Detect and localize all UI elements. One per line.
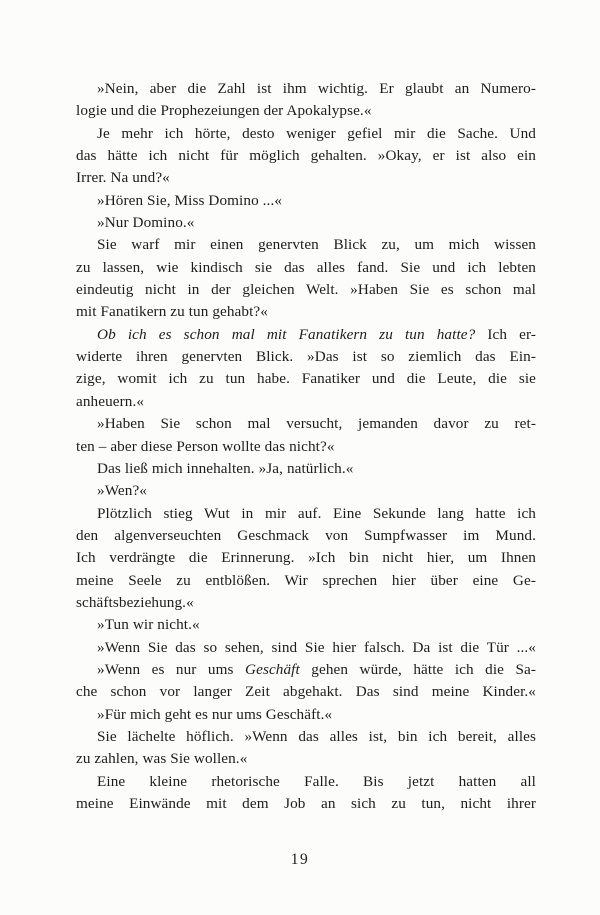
- body-text: schäftsbeziehung.«: [76, 593, 194, 611]
- paragraph: [76, 726, 536, 771]
- text-line: [76, 145, 536, 167]
- text-line: [76, 413, 536, 435]
- text-line: [76, 503, 536, 525]
- body-text: »Für mich geht es nur ums Geschäft.«: [97, 705, 333, 723]
- paragraph: [76, 123, 536, 190]
- body-text: meine Seele zu entblößen. Wir sprechen hier über eine Ge-: [76, 571, 536, 589]
- body-text: mit Fanatikern zu tun gehabt?«: [76, 303, 268, 321]
- body-text: »Wenn es nur ums: [97, 660, 246, 678]
- body-text: ten – aber diese Person wollte das nicht?«: [76, 437, 335, 455]
- paragraph: [76, 413, 536, 458]
- text-line: [76, 704, 536, 726]
- body-text: »Hören Sie, Miss Domino ...«: [97, 191, 283, 209]
- text-line: [76, 637, 536, 659]
- body-text: »Wenn Sie das so sehen, sind Sie hier falsch. Da ist die Tür ...«: [97, 638, 536, 656]
- body-text: Sie lächelte höflich. »Wenn das alles ist, bin ich bereit, alles: [97, 727, 536, 745]
- body-text: che schon vor langer Zeit abgehakt. Das sind meine Kinder.«: [76, 683, 536, 701]
- text-line: [76, 78, 536, 100]
- paragraph: [76, 480, 536, 502]
- text-line: [76, 793, 536, 815]
- text-line: [76, 525, 536, 547]
- paragraph: [76, 212, 536, 234]
- body-text: Ich er-: [475, 325, 537, 343]
- body-text: zu zahlen, was Sie wollen.«: [76, 750, 248, 768]
- body-text: zu lassen, wie kindisch sie das alles fand. Sie und ich lebten: [76, 258, 536, 276]
- paragraph: [76, 234, 536, 323]
- body-text: »Nur Domino.«: [97, 214, 195, 232]
- text-line: [76, 123, 536, 145]
- paragraph: [76, 637, 536, 659]
- text-line: [76, 726, 536, 748]
- body-text: Das ließ mich innehalten. »Ja, natürlich.«: [97, 459, 354, 477]
- body-text: den algenverseuchten Geschmack von Sumpfwasser im Mund.: [76, 526, 536, 544]
- paragraph: [76, 659, 536, 704]
- page-text: [76, 78, 536, 815]
- body-text: das hätte ich nicht für möglich gehalten. »Okay, er ist also ein: [76, 147, 536, 165]
- italic-text: Geschäft: [245, 660, 300, 678]
- text-line: [76, 681, 536, 703]
- paragraph: [76, 78, 536, 123]
- text-line: [76, 167, 536, 189]
- text-line: [76, 547, 536, 569]
- body-text: logie und die Prophezeiungen der Apokalypse.«: [76, 102, 372, 120]
- body-text: »Nein, aber die Zahl ist ihm wichtig. Er glaubt an Numero-: [97, 80, 536, 97]
- text-line: [76, 301, 536, 323]
- paragraph: [76, 324, 536, 413]
- page-number: 19: [290, 851, 310, 868]
- paragraph: [76, 503, 536, 615]
- text-line: [76, 324, 536, 346]
- text-line: [76, 212, 536, 234]
- text-line: [76, 368, 536, 390]
- paragraph: [76, 190, 536, 212]
- text-line: [76, 771, 536, 793]
- body-text: Sie warf mir einen genervten Blick zu, um mich wissen: [97, 236, 536, 254]
- body-text: »Wen?«: [97, 482, 147, 500]
- text-line: [76, 100, 536, 122]
- italic-text: Ob ich es schon mal mit Fanatikern zu tun hatte?: [97, 325, 476, 343]
- text-line: [76, 279, 536, 301]
- text-line: [76, 480, 536, 502]
- body-text: Irrer. Na und?«: [76, 169, 170, 187]
- text-line: [76, 234, 536, 256]
- body-text: »Haben Sie schon mal versucht, jemanden davor zu ret-: [97, 415, 536, 433]
- body-text: eindeutig nicht in der gleichen Welt. »Haben Sie es schon mal: [76, 281, 536, 299]
- body-text: »Tun wir nicht.«: [97, 616, 200, 634]
- body-text: Ich verdrängte die Erinnerung. »Ich bin nicht hier, um Ihnen: [76, 549, 536, 567]
- text-line: [76, 748, 536, 770]
- body-text: zige, womit ich zu tun habe. Fanatiker und die Leute, die sie: [76, 370, 536, 388]
- text-line: [76, 570, 536, 592]
- body-text: anheuern.«: [76, 392, 145, 410]
- body-text: gehen würde, hätte ich die Sa-: [299, 660, 537, 678]
- body-text: widerte ihren genervten Blick. »Das ist so ziemlich das Ein-: [76, 348, 536, 366]
- paragraph: [76, 771, 536, 816]
- text-line: [76, 592, 536, 614]
- paragraph: [76, 614, 536, 636]
- body-text: meine Einwände mit dem Job an sich zu tun, nicht ihrer: [76, 795, 536, 812]
- text-line: [76, 257, 536, 279]
- text-line: [76, 190, 536, 212]
- paragraph: [76, 458, 536, 480]
- text-line: [76, 391, 536, 413]
- text-line: [76, 436, 536, 458]
- body-text: Je mehr ich hörte, desto weniger gefiel mir die Sache. Und: [97, 124, 536, 142]
- text-line: [76, 346, 536, 368]
- text-line: [76, 458, 536, 480]
- body-text: Plötzlich stieg Wut in mir auf. Eine Sekunde lang hatte ich: [97, 504, 536, 522]
- text-line: [76, 659, 536, 681]
- paragraph: [76, 704, 536, 726]
- body-text: Eine kleine rhetorische Falle. Bis jetzt hatten all: [97, 772, 536, 790]
- text-line: [76, 614, 536, 636]
